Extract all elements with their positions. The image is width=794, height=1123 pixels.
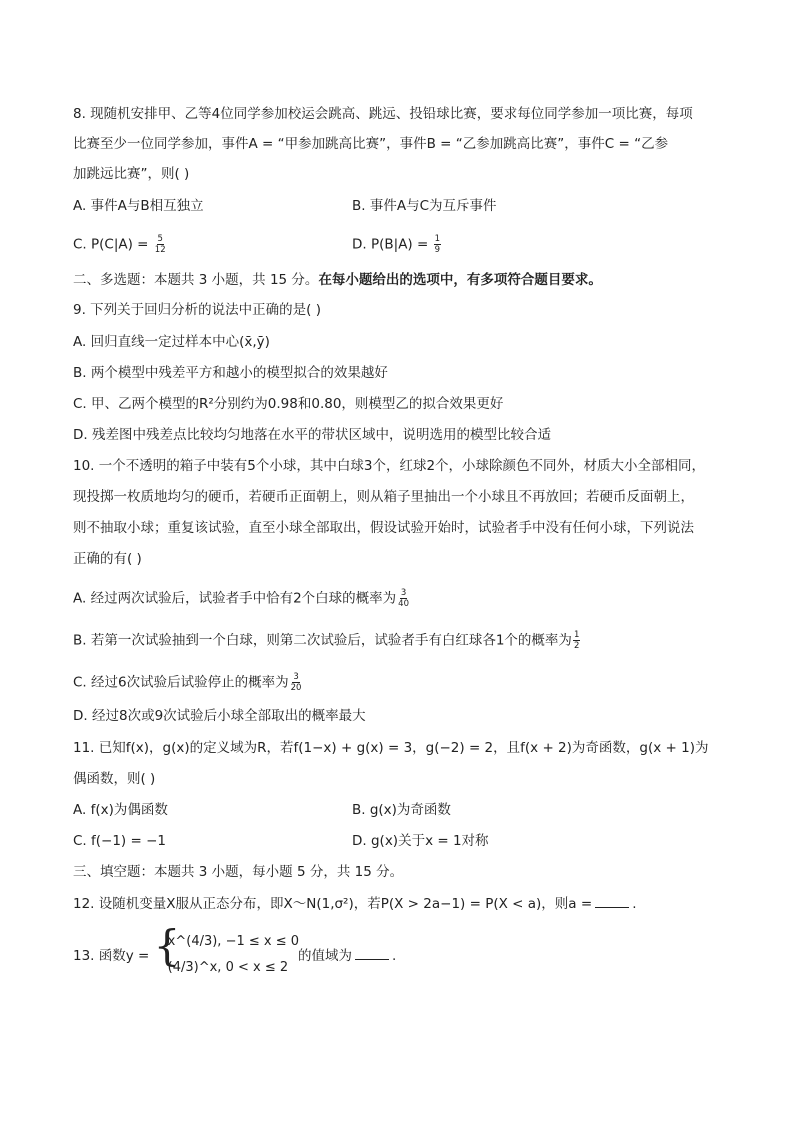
q9-option-c: C. 甲、乙两个模型的R²分别约为0.98和0.80，则模型乙的拟合效果更好 bbox=[73, 396, 504, 412]
q9-option-d: D. 残差图中残差点比较均匀地落在水平的带状区域中，说明选用的模型比较合适 bbox=[73, 427, 551, 443]
q10-line-4: 正确的有( ) bbox=[73, 551, 142, 567]
q10-option-c-text: C. 经过6次试验后试验停止的概率为 bbox=[73, 674, 289, 691]
q13-answer-blank bbox=[355, 959, 389, 960]
q10-option-b bbox=[73, 630, 581, 651]
q8-option-b: B. 事件A与C为互斥事件 bbox=[352, 198, 497, 214]
q12-tail: . bbox=[632, 896, 637, 912]
q12-text: 12. 设随机变量X服从正态分布，即X～N(1,σ²)，若P(X > 2a−1) = P(X < a)，则a = bbox=[73, 896, 593, 912]
q13-prefix: 13. 函数y = bbox=[73, 948, 150, 964]
q13-piecewise bbox=[153, 921, 300, 975]
q13-case-2: (4/3)^x, 0 < x ≤ 2 bbox=[167, 960, 289, 975]
q8-option-d-fraction: $\frac{1}{9}$ bbox=[434, 234, 441, 255]
q11-option-d: D. g(x)关于x = 1对称 bbox=[352, 833, 489, 849]
q12-answer-blank bbox=[595, 907, 629, 908]
q11-line-2: 偶函数，则( ) bbox=[73, 771, 156, 787]
q11-option-b: B. g(x)为奇函数 bbox=[352, 802, 451, 818]
q13 bbox=[73, 921, 397, 975]
q13-tail: . bbox=[391, 948, 397, 964]
q8-line-1: 8. 现随机安排甲、乙等4位同学参加校运会跳高、跳远、投铅球比赛，要求每位同学参加一项比赛，每项 bbox=[73, 106, 693, 122]
q13-suffix: 的值域为 bbox=[297, 948, 352, 964]
q10-option-a-fraction: $\frac{3}{40}$ bbox=[398, 588, 409, 609]
section-2-instruction: 在每小题给出的选项中，有多项符合题目要求。 bbox=[318, 272, 602, 288]
q8-option-c bbox=[73, 234, 168, 255]
q8-line-2: 比赛至少一位同学参加，事件A = “甲参加跳高比赛”，事件B = “乙参加跳高比赛”，事件C = “乙参 bbox=[73, 136, 669, 152]
q10-line-3: 则不抽取小球；重复该试验，直至小球全部取出，假设试验开始时，试验者手中没有任何小球，下列说法 bbox=[73, 520, 694, 536]
q10-option-c bbox=[73, 672, 303, 693]
q10-option-a-text: A. 经过两次试验后，试验者手中恰有2个白球的概率为 bbox=[73, 590, 397, 607]
q9-option-a: A. 回归直线一定过样本中心(x̄,ȳ) bbox=[73, 334, 270, 350]
q10-option-d: D. 经过8次或9次试验后小球全部取出的概率最大 bbox=[73, 708, 366, 724]
q9-option-b: B. 两个模型中残差平方和越小的模型拟合的效果越好 bbox=[73, 365, 388, 381]
q9-stem: 9. 下列关于回归分析的说法中正确的是( ) bbox=[73, 302, 321, 318]
q10-option-c-fraction: $\frac{3}{20}$ bbox=[290, 672, 302, 693]
q10-option-b-text: B. 若第一次试验抽到一个白球，则第二次试验后，试验者手有白红球各1个的概率为 bbox=[73, 632, 572, 649]
section-3-heading: 三、填空题：本题共 3 小题，每小题 5 分，共 15 分。 bbox=[73, 864, 404, 880]
q8-option-d-text: D. P(B|A) = bbox=[352, 236, 429, 253]
q8-line-3: 加跳远比赛”，则( ) bbox=[73, 166, 190, 182]
q12 bbox=[73, 894, 636, 914]
q11-line-1: 11. 已知f(x)，g(x)的定义域为R，若f(1−x) + g(x) = 3，g(−2) = 2，且f(x + 2)为奇函数，g(x + 1)为 bbox=[73, 740, 709, 756]
q10-option-b-fraction: $\frac{1}{2}$ bbox=[573, 630, 580, 651]
q10-line-1: 10. 一个不透明的箱子中装有5个小球，其中白球3个，红球2个，小球除颜色不同外，材质大小全部相同， bbox=[73, 458, 706, 474]
q13-case-1: x^(4/3), −1 ≤ x ≤ 0 bbox=[167, 934, 300, 949]
q8-option-a: A. 事件A与B相互独立 bbox=[73, 198, 204, 214]
section-2-lead: 二、多选题：本题共 3 小题，共 15 分。 bbox=[73, 272, 319, 288]
q8-option-d bbox=[352, 234, 442, 255]
section-2-heading bbox=[73, 270, 602, 290]
q10-option-a bbox=[73, 588, 411, 609]
q13-brace: { bbox=[153, 921, 181, 970]
q8-option-c-text: C. P(C|A) = bbox=[73, 236, 149, 253]
q10-line-2: 现投掷一枚质地均匀的硬币，若硬币正面朝上，则从箱子里抽出一个小球且不再放回；若硬币反面朝上， bbox=[73, 489, 694, 505]
q11-option-c: C. f(−1) = −1 bbox=[73, 833, 166, 849]
q11-option-a: A. f(x)为偶函数 bbox=[73, 802, 168, 818]
q8-option-c-fraction: $\frac{5}{12}$ bbox=[154, 234, 166, 255]
